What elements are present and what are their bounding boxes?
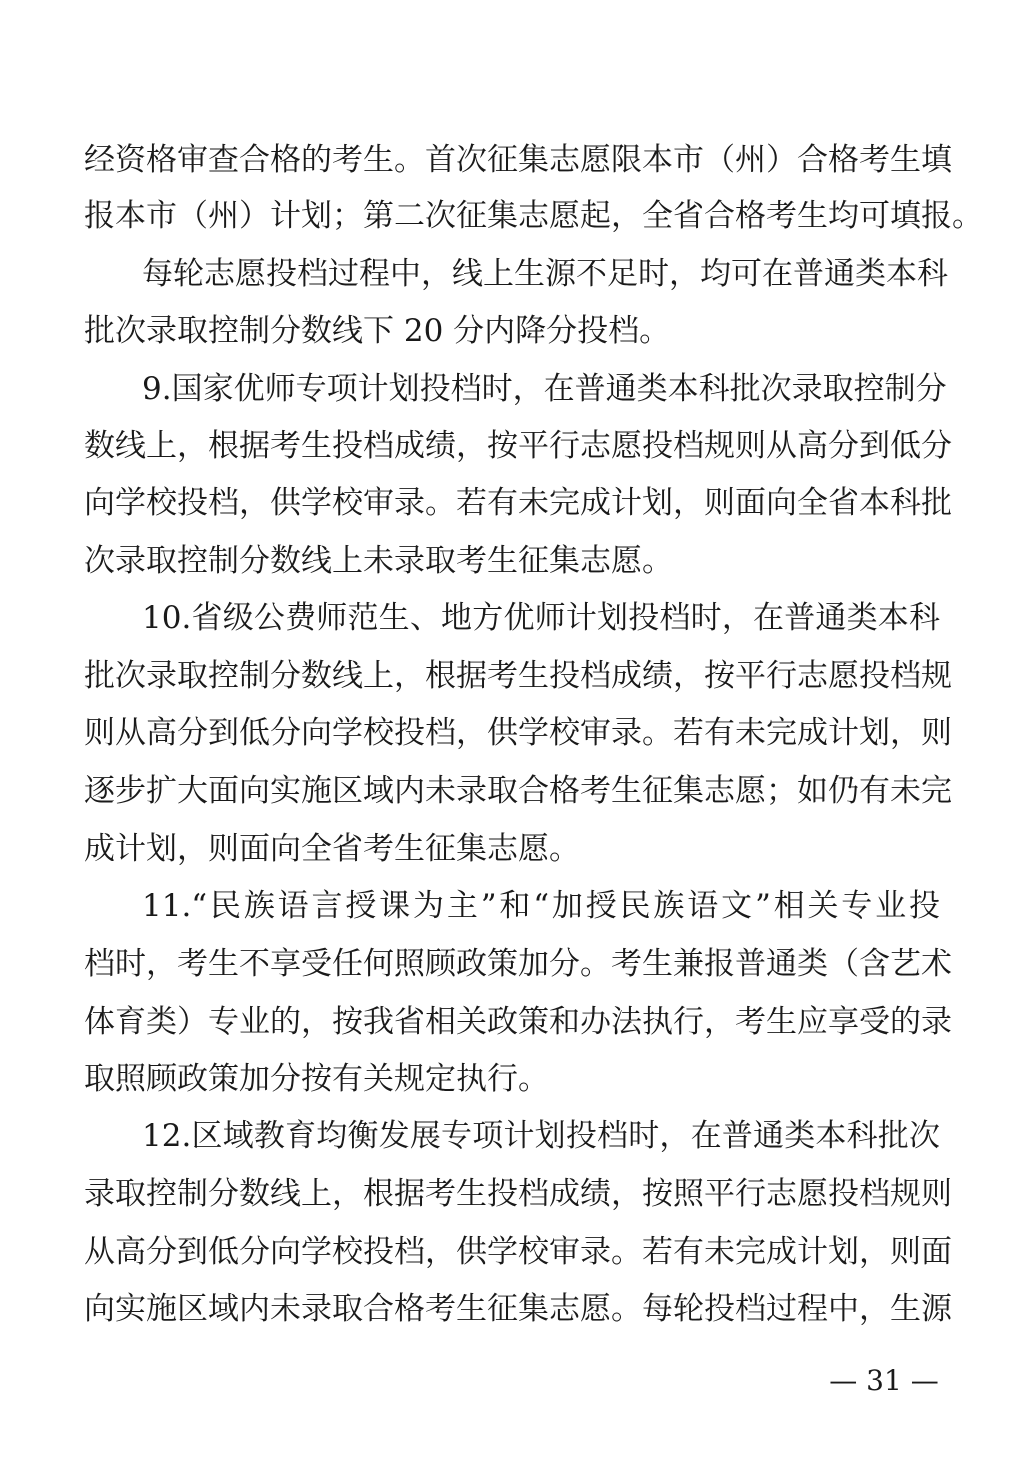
text-line-20: 从高分到低分向学校投档，供学校审录。若有未完成计划，则面 <box>84 1234 952 1270</box>
text-line-13: 成计划，则面向全省考生征集志愿。 <box>84 831 580 867</box>
item-9-first-line: 9.国家优师专项计划投档时，在普通类本科批次录取控制分 <box>142 371 947 407</box>
text-line-15: 档时，考生不享受任何照顾政策加分。考生兼报普通类（含艺术 <box>84 946 952 982</box>
page-number: — 31 — <box>829 1364 939 1397</box>
text-line-1: 经资格审查合格的考生。首次征集志愿限本市（州）合格考生填 <box>84 142 952 178</box>
text-line-16: 体育类）专业的，按我省相关政策和办法执行，考生应享受的录 <box>84 1004 952 1040</box>
text-line-11: 则从高分到低分向学校投档，供学校审录。若有未完成计划，则 <box>84 715 952 751</box>
text-line-2: 报本市（州）计划；第二次征集志愿起，全省合格考生均可填报。 <box>84 198 983 234</box>
item-11-first-line: 11.“民族语言授课为主”和“加授民族语文”相关专业投 <box>142 888 940 924</box>
text-line-6: 数线上，根据考生投档成绩，按平行志愿投档规则从高分到低分 <box>84 428 952 464</box>
text-line-17: 取照顾政策加分按有关规定执行。 <box>84 1061 549 1097</box>
paragraph-start-line: 每轮志愿投档过程中，线上生源不足时，均可在普通类本科 <box>142 256 948 292</box>
item-10-first-line: 10.省级公费师范生、地方优师计划投档时，在普通类本科 <box>142 600 940 636</box>
text-line-7: 向学校投档，供学校审录。若有未完成计划，则面向全省本科批 <box>84 485 952 521</box>
text-line-21: 向实施区域内未录取合格考生征集志愿。每轮投档过程中，生源 <box>84 1291 952 1327</box>
text-line-19: 录取控制分数线上，根据考生投档成绩，按照平行志愿投档规则 <box>84 1176 952 1212</box>
text-line-8: 次录取控制分数线上未录取考生征集志愿。 <box>84 543 673 579</box>
text-line-12: 逐步扩大面向实施区域内未录取合格考生征集志愿；如仍有未完 <box>84 773 952 809</box>
item-12-first-line: 12.区域教育均衡发展专项计划投档时，在普通类本科批次 <box>142 1118 940 1154</box>
text-line-10: 批次录取控制分数线上，根据考生投档成绩，按平行志愿投档规 <box>84 658 952 694</box>
text-line-4: 批次录取控制分数线下 20 分内降分投档。 <box>84 313 671 349</box>
